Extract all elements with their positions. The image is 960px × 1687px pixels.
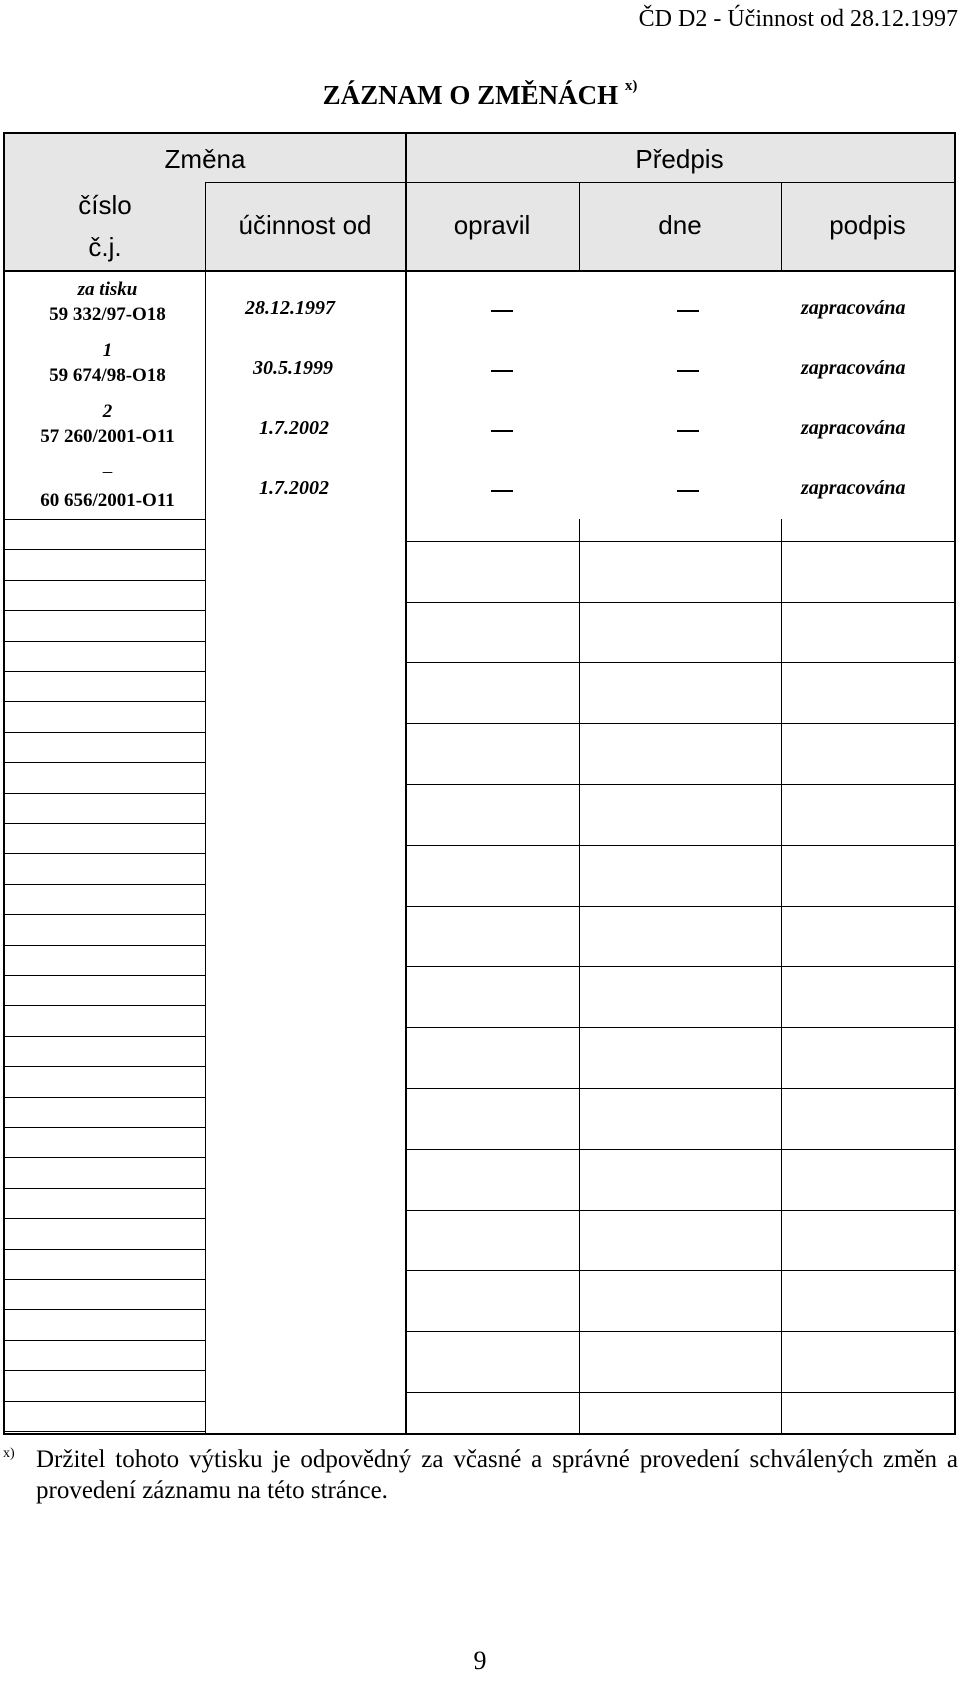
grid-left-line xyxy=(5,914,205,915)
grid-left-line xyxy=(5,1309,205,1310)
row3-status: zapracována xyxy=(801,417,906,439)
col-ucinnost-header: účinnost od xyxy=(238,210,372,240)
grid-left-line xyxy=(5,762,205,763)
grid-left-line xyxy=(5,732,205,733)
row2-label1: 1 xyxy=(102,340,113,361)
footnote-text: Držitel tohoto výtisku je odpovědný za včasné a správné provedení schválených změn a provedení záznamu na této stránce. xyxy=(36,1446,958,1504)
grid-right-line xyxy=(405,1270,954,1271)
row1-dne-dash xyxy=(677,310,699,312)
col-cislo-line2: č.j. xyxy=(88,232,122,262)
grid-left-line xyxy=(5,580,205,581)
grid-right-line xyxy=(405,541,954,542)
grid-right-line xyxy=(405,784,954,785)
grid-right-line xyxy=(405,1088,954,1089)
zmena-split-line xyxy=(205,182,405,183)
row2-label2: 59 674/98-O18 xyxy=(49,365,166,386)
grid-left-line xyxy=(5,610,205,611)
grid-right-line xyxy=(405,1149,954,1150)
grid-left-line xyxy=(5,975,205,976)
row3-opravil-dash xyxy=(491,430,513,432)
grid-left-line xyxy=(5,1188,205,1189)
grid-right-line xyxy=(405,1210,954,1211)
row4-label1: – xyxy=(102,461,113,482)
row1-label1: za tisku xyxy=(77,279,138,300)
row1-date: 28.12.1997 xyxy=(245,297,335,319)
row4-opravil-dash xyxy=(491,490,513,492)
row1-label2: 59 332/97-O18 xyxy=(49,304,166,325)
grid-right-line xyxy=(405,906,954,907)
row3-label1: 2 xyxy=(102,401,113,422)
row2-opravil-dash xyxy=(491,370,513,372)
header-bottom-line xyxy=(5,270,954,272)
grid-right-line xyxy=(405,662,954,663)
page-title xyxy=(0,80,960,111)
col-podpis-header: podpis xyxy=(829,210,906,240)
row2-date: 30.5.1999 xyxy=(253,357,333,379)
row4-label2: 60 656/2001-O11 xyxy=(40,490,175,511)
grid-left-line xyxy=(5,1249,205,1250)
footnote xyxy=(3,1444,958,1506)
change-record-table xyxy=(3,132,956,1435)
col-opravil-header: opravil xyxy=(453,210,531,240)
row4-status: zapracována xyxy=(801,477,906,499)
col-cislo-line1: číslo xyxy=(78,190,132,220)
grid-right-line xyxy=(405,1392,954,1393)
grid-right-line xyxy=(405,1027,954,1028)
grid-left-line xyxy=(5,671,205,672)
grid-left-line xyxy=(5,1340,205,1341)
grid-left-line xyxy=(5,1401,205,1402)
grid-left-line xyxy=(5,853,205,854)
group-zmena: Změna xyxy=(164,144,246,174)
page-number: 9 xyxy=(473,1646,487,1675)
row1-status: zapracována xyxy=(801,297,906,319)
grid-right-line xyxy=(405,845,954,846)
row2-status: zapracována xyxy=(801,357,906,379)
grid-right-line xyxy=(405,966,954,967)
grid-left-line xyxy=(5,701,205,702)
header-col-divider xyxy=(781,182,782,270)
grid-left-line xyxy=(5,549,205,550)
group-predpis: Předpis xyxy=(635,144,724,174)
col-divider-1 xyxy=(205,182,206,1433)
grid-left-line xyxy=(5,519,205,520)
header-col-divider xyxy=(579,182,580,270)
grid-right-line xyxy=(405,1331,954,1332)
grid-left-line xyxy=(5,1036,205,1037)
grid-left-line xyxy=(5,823,205,824)
row3-label2: 57 260/2001-O11 xyxy=(40,426,175,447)
grid-right-divider xyxy=(781,519,782,1433)
header-split-line xyxy=(405,182,954,183)
row4-dne-dash xyxy=(677,490,699,492)
title-text: ZÁZNAM O ZMĚNÁCH xyxy=(322,80,619,110)
grid-left-line xyxy=(5,1066,205,1067)
grid-left-line xyxy=(5,1157,205,1158)
grid-left-line xyxy=(5,793,205,794)
row1-opravil-dash xyxy=(491,310,513,312)
grid-left-line xyxy=(5,1218,205,1219)
grid-left-line xyxy=(5,1431,205,1432)
grid-left-line xyxy=(5,1127,205,1128)
row4-date: 1.7.2002 xyxy=(259,477,329,499)
document-header: ČD D2 - Účinnost od 28.12.1997 xyxy=(638,6,958,32)
grid-left-line xyxy=(5,884,205,885)
grid-right-divider xyxy=(579,519,580,1433)
grid-right-line xyxy=(405,723,954,724)
col-dne-header: dne xyxy=(658,210,702,240)
grid-left-line xyxy=(5,1279,205,1280)
grid-left-line xyxy=(5,945,205,946)
row3-dne-dash xyxy=(677,430,699,432)
row3-date: 1.7.2002 xyxy=(259,417,329,439)
footnote-mark: x) xyxy=(3,1446,15,1461)
grid-left-line xyxy=(5,1005,205,1006)
grid-left-line xyxy=(5,641,205,642)
grid-left-line xyxy=(5,1097,205,1098)
title-footnote-mark: x) xyxy=(624,78,638,94)
row2-dne-dash xyxy=(677,370,699,372)
grid-left-line xyxy=(5,1370,205,1371)
grid-right-line xyxy=(405,602,954,603)
